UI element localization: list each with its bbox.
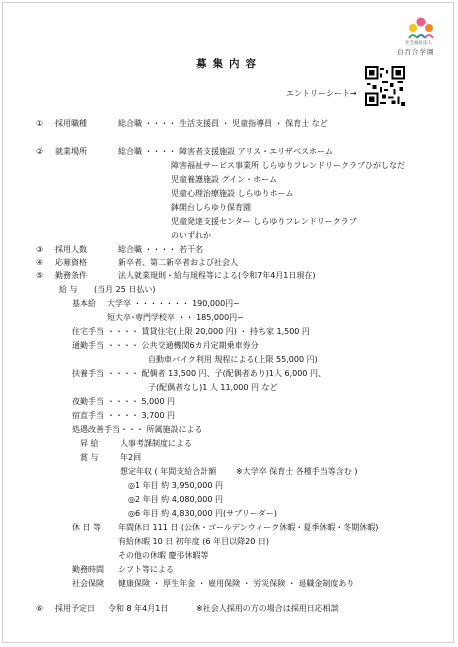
section-1-value: 総合職 ・・・・ 生活支援員 ・ 児童指導員 ・ 保育士 など — [118, 119, 328, 128]
section-4-number: ④ — [36, 258, 44, 267]
commute-allowance-value-2: 自動車バイク利用 規程による(上限 55,000 円) — [148, 355, 318, 364]
other-leave: その他の休暇 慶弔休暇等 — [118, 551, 209, 560]
section-4-value: 新卒者、第二新卒者および社会人 — [118, 258, 238, 267]
annual-income-label: 想定年収 ( 年間支給合計額 — [120, 467, 217, 476]
family-allowance-label: 扶養手当 — [72, 369, 104, 378]
raise-value: 人事考課制度による — [120, 439, 192, 448]
improvement-allowance: 処遇改善手当・・・ 所属施設による — [72, 425, 203, 434]
org-small-label: 社会福祉法人 — [405, 41, 432, 46]
holiday-label: 休 日 等 — [72, 523, 102, 532]
section-2-number: ② — [36, 147, 44, 156]
base-salary-label: 基本給 — [72, 299, 96, 308]
section-3-number: ③ — [36, 245, 44, 254]
section-6-note: ※社会人採用の方の場合は採用日応相談 — [196, 604, 339, 613]
income-year-1: ◎1 年目 約 3,950,000 円 — [128, 481, 223, 490]
duty-allowance-label: 宿直手当 — [72, 411, 104, 420]
section-6-number: ⑥ — [36, 604, 44, 613]
duty-allowance-value: ・・・・ 3,700 円 — [107, 411, 175, 420]
qr-code-icon[interactable] — [365, 66, 405, 106]
income-year-6: ◎6 年目 約 4,830,000 円(サブリーダー) — [128, 509, 277, 518]
night-allowance-value: ・・・・ 5,000 円 — [107, 397, 175, 406]
pay-value: (当月 25 日払い) — [94, 285, 156, 294]
section-5-number: ⑤ — [36, 271, 44, 280]
section-4-label: 応募資格 — [55, 258, 87, 267]
bonus-label: 賞 与 — [80, 453, 99, 462]
entry-sheet-link[interactable]: エントリーシート→ — [286, 89, 357, 98]
section-3-value: 総合職 ・・・・ 若干名 — [118, 245, 204, 254]
holiday-value: 年間休日 111 日 (公休・ゴールデンウィーク休暇・夏季休暇・冬期休暇) — [118, 523, 379, 532]
section-3-label: 採用人数 — [55, 245, 87, 254]
paid-leave: 有給休暇 10 日 初年度 (6 年目以降20 日) — [118, 537, 269, 546]
workplace-item: 障害福祉サービス事業所 しらゆりフレンドリークラブひがしなだ — [171, 161, 406, 170]
family-allowance-value-2: 子(配偶者なし)1 人 11,000 円 など — [148, 383, 278, 392]
commute-allowance-label: 通勤手当 — [72, 341, 104, 350]
working-hours-value: シフト等による — [118, 565, 174, 574]
base-salary-college: 短大卒･専門学校卒 ・・ 185,000円~ — [107, 313, 244, 322]
pay-label: 給 与 — [59, 285, 78, 294]
housing-allowance-value: ・・・・ 賃貸住宅(上限 20,000 円) ・ 持ち家 1,500 円 — [107, 327, 310, 336]
commute-allowance-value: ・・・・ 公共交通機関6カ月定期乗車券分 — [107, 341, 259, 350]
workplace-item: のいずれか — [171, 231, 211, 240]
section-1-label: 採用職種 — [55, 119, 87, 128]
family-allowance-value: ・・・・ 配偶者 13,500 円、子(配偶者あり)1人 6,000 円、 — [107, 369, 326, 378]
night-allowance-label: 夜勤手当 — [72, 397, 104, 406]
section-6-label: 採用予定日 — [55, 604, 95, 613]
housing-allowance-label: 住宅手当 — [72, 327, 104, 336]
section-2-value: 総合職 ・・・・ 障害者支援施設 アリス・エリザベスホーム — [118, 147, 333, 156]
workplace-item: 児童発達支援センター しらゆりフレンドリークラブ — [171, 217, 357, 226]
working-hours-label: 勤務時間 — [72, 565, 104, 574]
social-insurance-label: 社会保険 — [72, 579, 104, 588]
section-5-value: 法人就業規則・給与規程等による(令和7年4月1日現在) — [118, 271, 316, 280]
bonus-value: 年2回 — [120, 453, 142, 462]
section-2-label: 就業場所 — [55, 147, 87, 156]
section-5-label: 勤務条件 — [55, 271, 87, 280]
income-year-2: ◎2 年目 約 4,080,000 円 — [128, 495, 223, 504]
social-insurance-value: 健康保険 ・ 厚生年金 ・ 雇用保険 ・ 労災保険 ・ 退職金制度あり — [118, 579, 355, 588]
workplace-item: 鉢開台しらゆり保育園 — [171, 203, 251, 212]
workplace-item: 児童心理治療施設 しらゆりホーム — [171, 189, 294, 198]
page-title: 募集内容 — [196, 58, 262, 70]
workplace-item: 児童養護施設 グイン・ホーム — [171, 175, 278, 184]
section-1-number: ① — [36, 119, 44, 128]
section-6-value: 令和 8 年4月1日 — [108, 604, 169, 613]
org-name: 白百合学園 — [397, 48, 435, 56]
base-salary-university: 大学卒 ・・・・・・・ 190,000円~ — [107, 299, 240, 308]
annual-income-note: ※大学卒 保育士 各種手当等含む ) — [236, 467, 358, 476]
raise-label: 昇 給 — [80, 439, 99, 448]
